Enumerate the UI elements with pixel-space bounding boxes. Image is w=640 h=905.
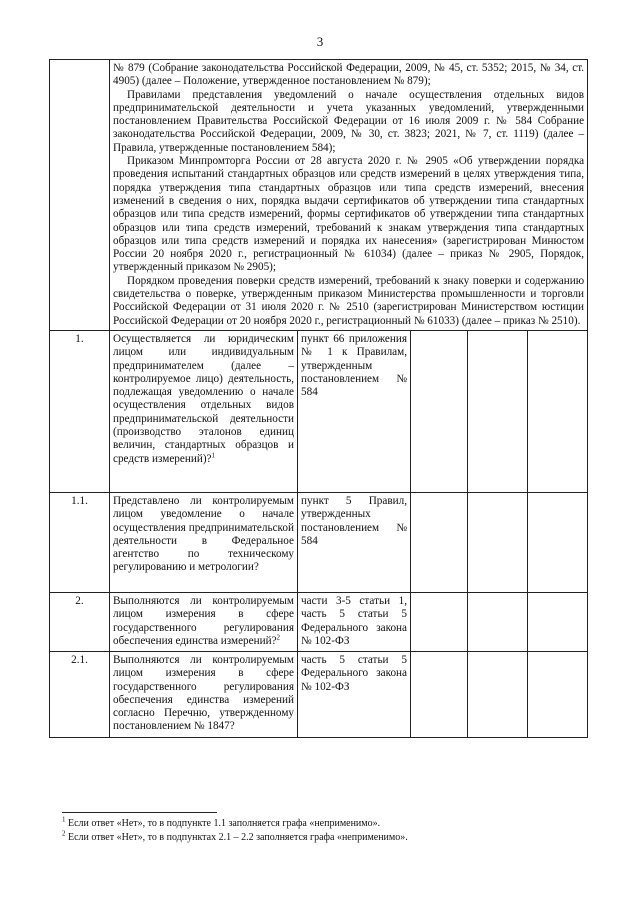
answer-cell-no[interactable] [468,492,528,592]
answer-cell-na[interactable] [528,592,588,651]
table-row [50,651,588,737]
row-question [110,330,298,492]
answer-cell-no[interactable] [468,651,528,737]
intro-paragraph: Правилами представления уведомлений о начале осуществления отдельных видов предпринимательской деятельности и учета указанных уведомлений, утвержденными постановлением Правительства Российской Федерации от 16 июля 2009 г. № 584 Собрание законодательства Российской Федерации, 2009, № 30, ст. 3823; 2021, № 7, ст. 1119) (далее – Правила, утвержденные постановлением 584); [113,88,585,154]
intro-text-cell [110,60,588,331]
answer-cell-na[interactable] [528,492,588,592]
row-number: 2. [50,592,110,651]
row-reference: часть 5 статьи 5 Федерального закона № 102-ФЗ [298,651,411,737]
row-question [110,592,298,651]
answer-cell-na[interactable] [528,651,588,737]
answer-cell-no[interactable] [468,592,528,651]
answer-cell-no[interactable] [468,330,528,492]
table-row [50,492,588,592]
intro-paragraph: Приказом Минпромторга России от 28 августа 2020 г. № 2905 «Об утверждении порядка проведения испытаний стандартных образцов или средств измерений в целях утверждения типа, порядка утверждения типа стандартных образцов или типа средств измерений, внесения изменений в сведения о них, порядка выдачи сертификатов об утверждении типа стандартных образцов или типа средств измерений, формы сертификатов об утверждении типа стандартных образцов или типа средств измерений, требований к знакам утверждения типа стандартных образцов или типа средств измерений и порядка их нанесения» (зарегистрирован Минюстом России 20 ноября 2020 г., регистрационный № 61034) (далее – приказ № 2905, Порядок, утвержденный приказом № 2905); [113,155,585,274]
question-text: Осуществляется ли юридическим лицом или индивидуальным предпринимателем (далее – контролируемое лицо) деятельность, подлежащая уведомлению о начале осуществления отдельных видов предпринимательской деятельности (производство эталонов единиц величин, стандартных образцов и средств измерений)? [113,332,294,465]
footnote-mark: 2 [62,829,66,838]
answer-cell-yes[interactable] [411,592,468,651]
footnotes [62,817,592,845]
row-number: 1.1. [50,492,110,592]
footnote-mark: 1 [211,450,216,459]
answer-cell-na[interactable] [528,330,588,492]
row-reference: пункт 5 Правил, утвержденных постановлением № 584 [298,492,411,592]
footnote-text: Если ответ «Нет», то в подпунктах 2.1 – 2.2 заполняется графа «неприменимо». [68,832,408,843]
question-text: Выполняются ли контролируемым лицом измерения в сфере государственного регулирования обеспечения единства измерений? [113,594,294,647]
row-number: 1. [50,330,110,492]
footnote-text: Если ответ «Нет», то в подпункте 1.1 заполняется графа «неприменимо». [68,818,381,829]
intro-row [50,60,588,331]
table-row [50,330,588,492]
row-reference: части 3-5 статьи 1, часть 5 статьи 5 Федерального закона № 102-ФЗ [298,592,411,651]
question-text: Выполняются ли контролируемым лицом измерения в сфере государственного регулирования обеспечения единства измерений согласно Перечню, утвержденному постановлением № 1847? [113,653,294,733]
footnote-mark: 2 [276,633,281,642]
row-question [110,651,298,737]
intro-paragraph: Порядком проведения поверки средств измерений, требований к знаку поверки и содержанию свидетельства о поверке, утвержденным приказом Министерства промышленности и торговли Российской Федерации от 31 июля 2020 г. № 2510 (зарегистрирован Министерством юстиции Российской Федерации от 20 ноября 2020 г., регистрационный № 61033) (далее – приказ № 2510). [113,274,585,327]
footnote-divider [62,812,217,813]
page-number: 3 [316,34,324,49]
answer-cell-yes[interactable] [411,330,468,492]
checklist-table [49,59,588,738]
footnote-mark: 1 [62,815,66,824]
intro-paragraph: № 879 (Собрание законодательства Российской Федерации, 2009, № 45, ст. 5352; 2015, № 34, ст. 4905) (далее – Положение, утвержденное постановлением № 879); [113,62,585,88]
answer-cell-yes[interactable] [411,651,468,737]
table-row [50,592,588,651]
footnote [62,831,592,845]
intro-empty-cell [50,60,110,331]
row-question [110,492,298,592]
question-text: Представлено ли контролируемым лицом уведомление о начале осуществления предпринимательской деятельности в Федеральное агентство по техническому регулированию и метрологии? [113,494,294,574]
row-number: 2.1. [50,651,110,737]
footnote [62,817,592,831]
answer-cell-yes[interactable] [411,492,468,592]
row-reference: пункт 66 приложения № 1 к Правилам, утвержденным постановлением № 584 [298,330,411,492]
